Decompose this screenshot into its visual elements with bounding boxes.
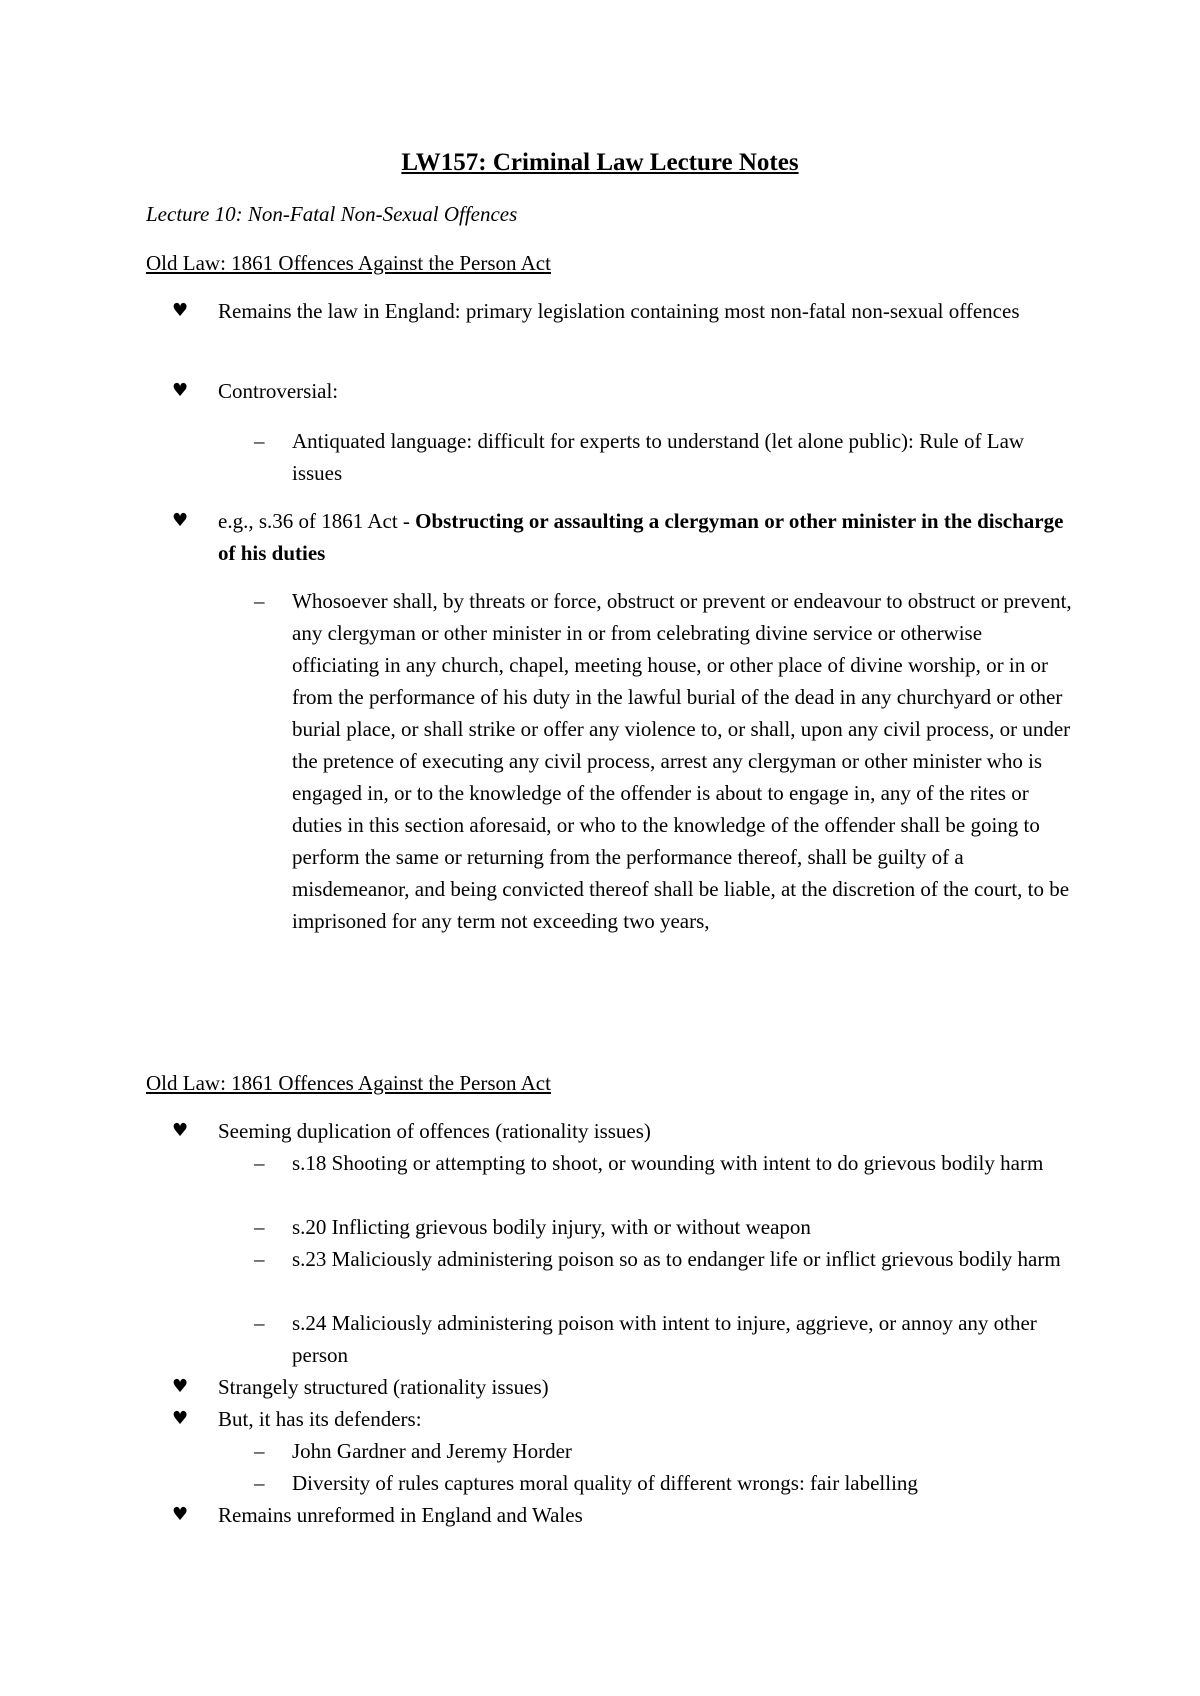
bullet-text: But, it has its defenders: [218, 1407, 422, 1431]
dash-bullet-icon: – [254, 1247, 265, 1271]
sub-text: Antiquated language: difficult for experts to understand (let alone public): Rule of Law issues [292, 429, 1025, 485]
bullet-item [146, 375, 1066, 407]
sub-item [254, 1467, 1074, 1499]
sub-item [254, 425, 1074, 489]
bullet-item [146, 1499, 1066, 1531]
sub-item [254, 1307, 1074, 1371]
section-heading-2: Old Law: 1861 Offences Against the Person Act [146, 1071, 551, 1095]
bullet-item [146, 1403, 1066, 1435]
dash-bullet-icon: – [254, 429, 265, 453]
heart-bullet-icon: ♥ [172, 300, 189, 321]
bullet-item [146, 1115, 1066, 1147]
bullet-item [146, 1371, 1066, 1403]
sub-item [254, 1211, 1074, 1243]
statute-quote: Whosoever shall, by threats or force, obstruct or prevent or endeavour to obstruct or prevent, any clergyman or other minister in or from celebrating divine service or otherwise officiating in any church, chapel, meeting house, or other place of divine worship, or in or from the performance of his duty in the lawful burial of the dead in any churchyard or other burial place, or shall strike or offer any violence to, or shall, upon any civil process, or under the pretence of executing any civil process, arrest any clergyman or other minister who is engaged in, or to the knowledge of the offender is about to engage in, any of the rites or duties in this section aforesaid, or who to the knowledge of the offender shall be going to perform the same or returning from the performance thereof, shall be guilty of a misdemeanor, and being convicted thereof shall be liable, at the discretion of the court, to be imprisoned for any term not exceeding two years, [292, 589, 1072, 933]
dash-bullet-icon: – [254, 1311, 265, 1335]
bullet-text-prefix: e.g., s.36 of 1861 Act - [218, 509, 416, 533]
dash-bullet-icon: – [254, 589, 265, 613]
bullet-text: Controversial: [218, 379, 339, 403]
dash-bullet-icon: – [254, 1151, 265, 1175]
sub-item [254, 1147, 1074, 1179]
heart-bullet-icon: ♥ [172, 1376, 189, 1397]
bullet-item [146, 295, 1066, 327]
heart-bullet-icon: ♥ [172, 1120, 189, 1141]
section-heading-1: Old Law: 1861 Offences Against the Person Act [146, 251, 551, 275]
heart-bullet-icon: ♥ [172, 1408, 189, 1429]
sub-text: John Gardner and Jeremy Horder [292, 1439, 572, 1463]
sub-item [254, 585, 1074, 937]
bullet-text: Strangely structured (rationality issues) [218, 1375, 549, 1399]
dash-bullet-icon: – [254, 1215, 265, 1239]
dash-bullet-icon: – [254, 1439, 265, 1463]
statute-heading: Obstructing or assaulting a clergyman or other minister in the discharge of his duties [218, 509, 1064, 565]
sub-text: Diversity of rules captures moral quality of different wrongs: fair labelling [292, 1471, 918, 1495]
bullet-text [218, 505, 1066, 569]
dash-bullet-icon: – [254, 1471, 265, 1495]
heart-bullet-icon: ♥ [172, 380, 189, 401]
heart-bullet-icon: ♥ [172, 1504, 189, 1525]
bullet-item [146, 505, 1066, 569]
bullet-text: Remains unreformed in England and Wales [218, 1503, 583, 1527]
sub-text: s.24 Maliciously administering poison with intent to injure, aggrieve, or annoy any other person [292, 1311, 1037, 1367]
sub-text: s.20 Inflicting grievous bodily injury, with or without weapon [292, 1215, 811, 1239]
page-title: LW157: Criminal Law Lecture Notes [401, 149, 799, 176]
sub-text: s.23 Maliciously administering poison so as to endanger life or inflict grievous bodily harm [292, 1247, 1061, 1271]
bullet-text: Remains the law in England: primary legislation containing most non-fatal non-sexual offences [218, 299, 1020, 323]
sub-item [254, 1435, 1074, 1467]
lecture-subtitle: Lecture 10: Non-Fatal Non-Sexual Offences [146, 202, 518, 226]
bullet-text: Seeming duplication of offences (rationality issues) [218, 1119, 651, 1143]
heart-bullet-icon: ♥ [172, 510, 189, 531]
sub-text: s.18 Shooting or attempting to shoot, or wounding with intent to do grievous bodily harm [292, 1151, 1044, 1175]
sub-item [254, 1243, 1074, 1275]
